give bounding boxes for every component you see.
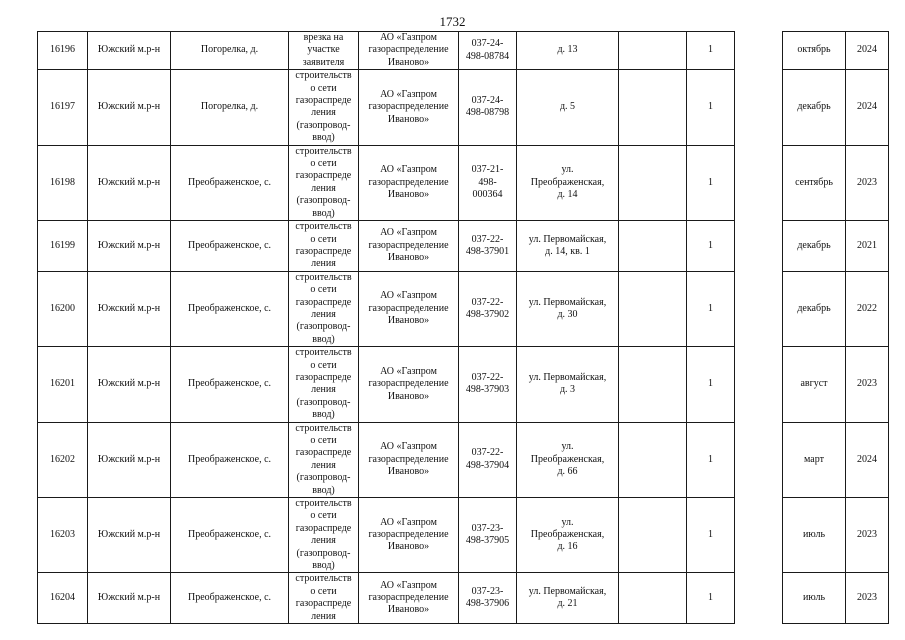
cell-request-code: 037-21- 498- 000364	[459, 145, 517, 220]
cell-month: март	[783, 422, 846, 497]
cell-year: 2024	[846, 422, 889, 497]
cell-number: 16196	[38, 32, 88, 70]
cell-gap	[735, 32, 783, 70]
cell-month: июль	[783, 498, 846, 573]
cell-work-type: строительств о сети газораспреде ления (газопровод- ввод)	[289, 145, 359, 220]
cell-request-code: 037-22- 498-37902	[459, 271, 517, 346]
cell-number: 16204	[38, 573, 88, 624]
cell-address: ул. Первомайская, д. 21	[517, 573, 619, 624]
registry-table	[37, 31, 889, 624]
cell-count: 1	[687, 221, 735, 272]
cell-settlement: Преображенское, с.	[171, 422, 289, 497]
cell-settlement: Преображенское, с.	[171, 347, 289, 422]
cell-settlement: Преображенское, с.	[171, 145, 289, 220]
table-row	[38, 145, 889, 220]
cell-number: 16197	[38, 70, 88, 145]
cell-organization: АО «Газпром газораспределение Иваново»	[359, 347, 459, 422]
cell-count: 1	[687, 70, 735, 145]
cell-settlement: Преображенское, с.	[171, 221, 289, 272]
cell-address: ул. Первомайская, д. 30	[517, 271, 619, 346]
cell-month: декабрь	[783, 271, 846, 346]
cell-address: ул. Преображенская, д. 66	[517, 422, 619, 497]
cell-empty	[619, 145, 687, 220]
cell-work-type: врезка на участке заявителя	[289, 32, 359, 70]
table-row	[38, 347, 889, 422]
cell-count: 1	[687, 347, 735, 422]
cell-number: 16201	[38, 347, 88, 422]
cell-district: Южский м.р-н	[88, 347, 171, 422]
cell-request-code: 037-24- 498-08798	[459, 70, 517, 145]
cell-address: ул. Преображенская, д. 16	[517, 498, 619, 573]
registry-body	[38, 32, 889, 624]
cell-count: 1	[687, 573, 735, 624]
cell-gap	[735, 271, 783, 346]
cell-gap	[735, 498, 783, 573]
cell-address: ул. Первомайская, д. 14, кв. 1	[517, 221, 619, 272]
cell-empty	[619, 573, 687, 624]
cell-address: ул. Первомайская, д. 3	[517, 347, 619, 422]
cell-address: ул. Преображенская, д. 14	[517, 145, 619, 220]
cell-year: 2023	[846, 573, 889, 624]
cell-district: Южский м.р-н	[88, 221, 171, 272]
cell-month: октябрь	[783, 32, 846, 70]
cell-number: 16198	[38, 145, 88, 220]
cell-year: 2023	[846, 145, 889, 220]
page-number: 1732	[439, 14, 466, 29]
cell-number: 16200	[38, 271, 88, 346]
cell-year: 2022	[846, 271, 889, 346]
cell-year: 2024	[846, 32, 889, 70]
cell-year: 2023	[846, 347, 889, 422]
cell-count: 1	[687, 422, 735, 497]
table-row	[38, 70, 889, 145]
cell-year: 2023	[846, 498, 889, 573]
cell-gap	[735, 70, 783, 145]
cell-number: 16199	[38, 221, 88, 272]
table-row	[38, 221, 889, 272]
cell-settlement: Преображенское, с.	[171, 271, 289, 346]
cell-organization: АО «Газпром газораспределение Иваново»	[359, 145, 459, 220]
cell-empty	[619, 347, 687, 422]
table-row	[38, 498, 889, 573]
cell-month: декабрь	[783, 70, 846, 145]
cell-work-type: строительств о сети газораспреде ления (газопровод- ввод)	[289, 271, 359, 346]
cell-year: 2024	[846, 70, 889, 145]
table-row	[38, 573, 889, 624]
cell-number: 16203	[38, 498, 88, 573]
cell-work-type: строительств о сети газораспреде ления (газопровод- ввод)	[289, 498, 359, 573]
cell-request-code: 037-23- 498-37906	[459, 573, 517, 624]
cell-organization: АО «Газпром газораспределение Иваново»	[359, 70, 459, 145]
cell-empty	[619, 498, 687, 573]
cell-request-code: 037-22- 498-37904	[459, 422, 517, 497]
cell-month: июль	[783, 573, 846, 624]
cell-gap	[735, 145, 783, 220]
cell-number: 16202	[38, 422, 88, 497]
cell-work-type: строительств о сети газораспреде ления	[289, 573, 359, 624]
cell-count: 1	[687, 271, 735, 346]
table-row	[38, 422, 889, 497]
cell-gap	[735, 422, 783, 497]
cell-empty	[619, 32, 687, 70]
cell-work-type: строительств о сети газораспреде ления (газопровод- ввод)	[289, 347, 359, 422]
cell-request-code: 037-23- 498-37905	[459, 498, 517, 573]
cell-district: Южский м.р-н	[88, 32, 171, 70]
cell-gap	[735, 221, 783, 272]
cell-request-code: 037-24- 498-08784	[459, 32, 517, 70]
cell-settlement: Погорелка, д.	[171, 70, 289, 145]
cell-month: декабрь	[783, 221, 846, 272]
cell-empty	[619, 221, 687, 272]
cell-work-type: строительств о сети газораспреде ления	[289, 221, 359, 272]
cell-empty	[619, 422, 687, 497]
cell-gap	[735, 573, 783, 624]
cell-empty	[619, 70, 687, 145]
cell-settlement: Преображенское, с.	[171, 573, 289, 624]
cell-count: 1	[687, 145, 735, 220]
cell-district: Южский м.р-н	[88, 271, 171, 346]
cell-organization: АО «Газпром газораспределение Иваново»	[359, 271, 459, 346]
table-row	[38, 271, 889, 346]
cell-count: 1	[687, 498, 735, 573]
cell-address: д. 13	[517, 32, 619, 70]
table-row	[38, 32, 889, 70]
cell-district: Южский м.р-н	[88, 422, 171, 497]
cell-empty	[619, 271, 687, 346]
cell-month: сентябрь	[783, 145, 846, 220]
cell-organization: АО «Газпром газораспределение Иваново»	[359, 573, 459, 624]
cell-work-type: строительств о сети газораспреде ления (газопровод- ввод)	[289, 422, 359, 497]
cell-request-code: 037-22- 498-37901	[459, 221, 517, 272]
cell-month: август	[783, 347, 846, 422]
cell-organization: АО «Газпром газораспределение Иваново»	[359, 498, 459, 573]
cell-district: Южский м.р-н	[88, 573, 171, 624]
cell-settlement: Погорелка, д.	[171, 32, 289, 70]
cell-district: Южский м.р-н	[88, 498, 171, 573]
cell-settlement: Преображенское, с.	[171, 498, 289, 573]
cell-count: 1	[687, 32, 735, 70]
cell-district: Южский м.р-н	[88, 70, 171, 145]
cell-organization: АО «Газпром газораспределение Иваново»	[359, 221, 459, 272]
cell-organization: АО «Газпром газораспределение Иваново»	[359, 32, 459, 70]
cell-year: 2021	[846, 221, 889, 272]
cell-request-code: 037-22- 498-37903	[459, 347, 517, 422]
cell-gap	[735, 347, 783, 422]
cell-organization: АО «Газпром газораспределение Иваново»	[359, 422, 459, 497]
cell-address: д. 5	[517, 70, 619, 145]
cell-district: Южский м.р-н	[88, 145, 171, 220]
cell-work-type: строительств о сети газораспреде ления (газопровод- ввод)	[289, 70, 359, 145]
